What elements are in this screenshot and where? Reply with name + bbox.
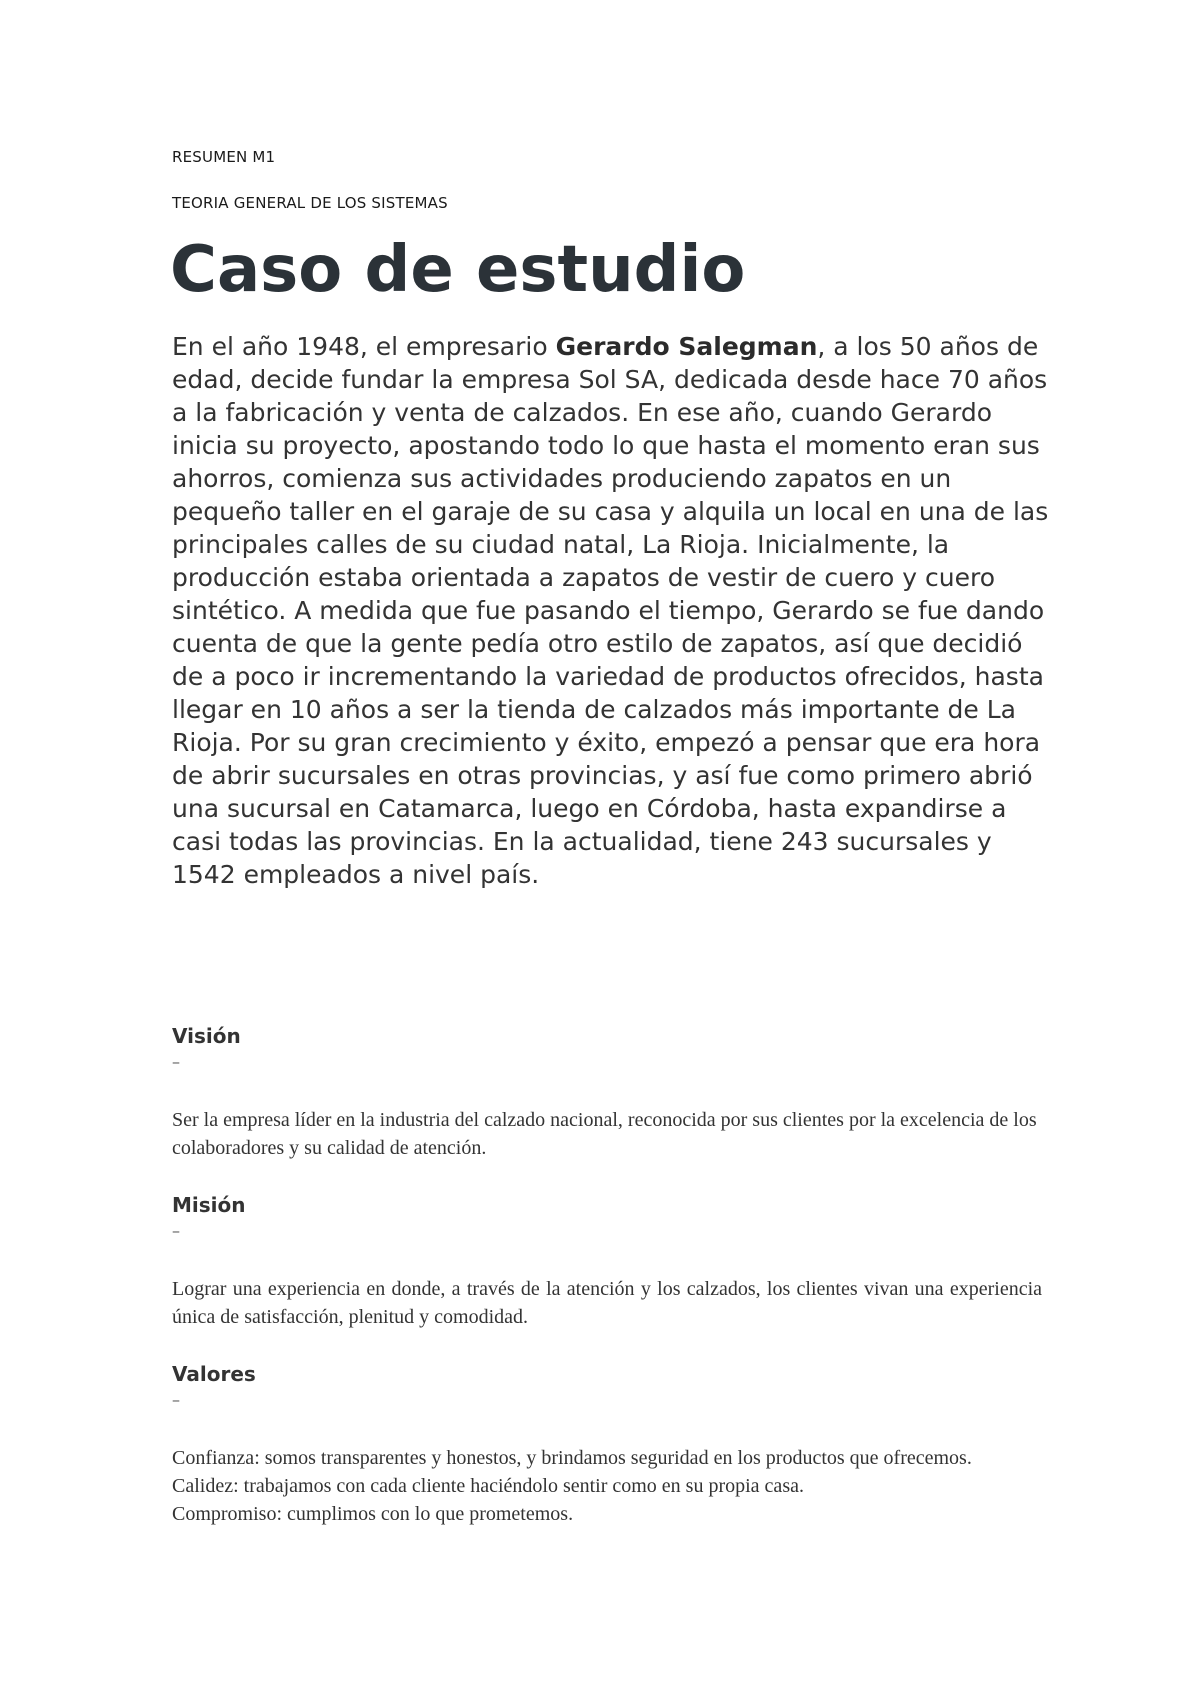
valores-list: [172, 1444, 1042, 1528]
mision-dash: –: [172, 1221, 180, 1240]
valor-compromiso: Compromiso: cumplimos con lo que prometemos.: [172, 1503, 574, 1525]
valores-dash: –: [172, 1390, 180, 1409]
mision-heading: Misión: [172, 1193, 246, 1217]
header-course-code: RESUMEN M1: [172, 148, 276, 166]
case-study-paragraph: [172, 330, 1052, 891]
header-subject: TEORIA GENERAL DE LOS SISTEMAS: [172, 194, 448, 212]
valores-heading: Valores: [172, 1362, 256, 1386]
vision-text: Ser la empresa líder en la industria del calzado nacional, reconocida por sus clientes por la excelencia de los colaboradores y su calidad de atención.: [172, 1109, 1037, 1159]
mision-text: Lograr una experiencia en donde, a través de la atención y los calzados, los clientes vivan una experiencia única de satisfacción, plenitud y comodidad.: [172, 1278, 1042, 1328]
vision-dash: –: [172, 1052, 180, 1071]
valor-confianza: Confianza: somos transparentes y honestos, y brindamos seguridad en los productos que ofrecemos.: [172, 1447, 972, 1469]
vision-heading: Visión: [172, 1024, 241, 1048]
founder-name: Gerardo Salegman: [555, 332, 818, 361]
paragraph-text-rest: , a los 50 años de edad, decide fundar la empresa Sol SA, dedicada desde hace 70 años a la fabricación y venta de calzados. En ese año, cuando Gerardo inicia su proyecto, apostando todo lo que hasta el momento eran sus ahorros, comienza sus actividades produciendo zapatos en un pequeño taller en el garaje de su casa y alquila un local en una de las principales calles de su ciudad natal, La Rioja. Inicialmente, la producción estaba orientada a zapatos de vestir de cuero y cuero sintético. A medida que fue pasando el tiempo, Gerardo se fue dando cuenta de que la gente pedía otro estilo de zapatos, así que decidió de a poco ir incrementando la variedad de productos ofrecidos, hasta llegar en 10 años a ser la tienda de calzados más importante de La Rioja. Por su gran crecimiento y éxito, empezó a pensar que era hora de abrir sucursales en otras provincias, y así fue como primero abrió una sucursal en Catamarca, luego en Córdoba, hasta expandirse a casi todas las provincias. En la actualidad, tiene 243 sucursales y 1542 empleados a nivel país.: [172, 332, 1049, 889]
valor-calidez: Calidez: trabajamos con cada cliente haciéndolo sentir como en su propia casa.: [172, 1475, 804, 1497]
paragraph-text-start: En el año 1948, el empresario: [172, 332, 556, 361]
page-title: Caso de estudio: [170, 233, 746, 307]
